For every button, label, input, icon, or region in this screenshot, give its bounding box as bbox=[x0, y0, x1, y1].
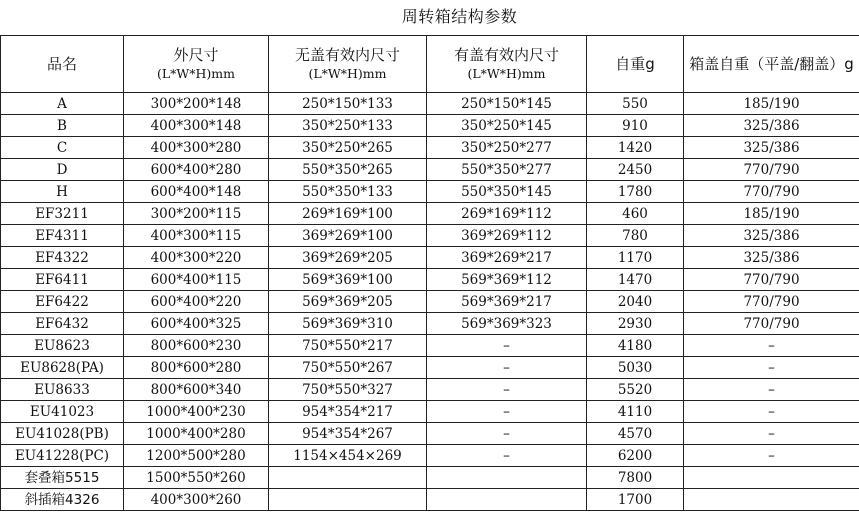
cell-outer-size: 400*300*260 bbox=[124, 489, 269, 511]
cell-weight: 1170 bbox=[587, 247, 684, 269]
cell-inner-size-no-lid: 1154×454×269 bbox=[269, 445, 427, 467]
cell-outer-size: 300*200*148 bbox=[124, 93, 269, 115]
cell-inner-size-with-lid: 350*250*145 bbox=[427, 115, 587, 137]
cell-product-name: EF4322 bbox=[1, 247, 124, 269]
cell-product-name: EF6432 bbox=[1, 313, 124, 335]
cell-weight: 550 bbox=[587, 93, 684, 115]
cell-inner-size-with-lid: 369*269*217 bbox=[427, 247, 587, 269]
table-row bbox=[1, 423, 859, 445]
cell-outer-size: 800*600*340 bbox=[124, 379, 269, 401]
cell-outer-size: 300*200*115 bbox=[124, 203, 269, 225]
cell-lid-weight: 770/790 bbox=[684, 291, 859, 313]
table-row bbox=[1, 445, 859, 467]
cell-outer-size: 1000*400*280 bbox=[124, 423, 269, 445]
cell-inner-size-with-lid: 569*369*112 bbox=[427, 269, 587, 291]
cell-weight: 910 bbox=[587, 115, 684, 137]
cell-outer-size: 800*600*280 bbox=[124, 357, 269, 379]
table-row bbox=[1, 203, 859, 225]
table-row bbox=[1, 181, 859, 203]
table-row bbox=[1, 467, 859, 489]
cell-outer-size: 1000*400*230 bbox=[124, 401, 269, 423]
cell-outer-size: 1500*550*260 bbox=[124, 467, 269, 489]
cell-weight: 6200 bbox=[587, 445, 684, 467]
table-row bbox=[1, 401, 859, 423]
cell-inner-size-no-lid: 569*369*205 bbox=[269, 291, 427, 313]
cell-inner-size-with-lid: – bbox=[427, 335, 587, 357]
cell-lid-weight: 325/386 bbox=[684, 225, 859, 247]
cell-inner-size-no-lid: 569*369*310 bbox=[269, 313, 427, 335]
cell-product-name: EU8623 bbox=[1, 335, 124, 357]
cell-inner-size-no-lid: 750*550*267 bbox=[269, 357, 427, 379]
table-row bbox=[1, 379, 859, 401]
header-unit: (L*W*H)mm bbox=[467, 66, 546, 81]
cell-lid-weight: 185/190 bbox=[684, 203, 859, 225]
header-label: 品名 bbox=[46, 55, 77, 73]
cell-inner-size-no-lid: 750*550*217 bbox=[269, 335, 427, 357]
header-inner-size-with-lid bbox=[427, 36, 587, 93]
cell-lid-weight: – bbox=[684, 423, 859, 445]
cell-outer-size: 600*400*325 bbox=[124, 313, 269, 335]
cell-product-name: EF4311 bbox=[1, 225, 124, 247]
cell-weight: 1470 bbox=[587, 269, 684, 291]
table-row bbox=[1, 335, 859, 357]
cell-inner-size-no-lid: 550*350*133 bbox=[269, 181, 427, 203]
cell-weight: 4570 bbox=[587, 423, 684, 445]
cell-product-name: EU41028(PB) bbox=[1, 423, 124, 445]
cell-outer-size: 600*400*115 bbox=[124, 269, 269, 291]
cell-weight: 2040 bbox=[587, 291, 684, 313]
cell-lid-weight: – bbox=[684, 401, 859, 423]
table-title: 周转箱结构参数 bbox=[401, 7, 518, 26]
cell-product-name: 套叠箱5515 bbox=[1, 467, 124, 489]
cell-inner-size-no-lid: 350*250*265 bbox=[269, 137, 427, 159]
cell-inner-size-with-lid: – bbox=[427, 379, 587, 401]
header-label: 外尺寸 bbox=[173, 46, 219, 64]
cell-weight: 1780 bbox=[587, 181, 684, 203]
header-weight bbox=[587, 36, 684, 93]
cell-weight: 1700 bbox=[587, 489, 684, 511]
cell-product-name: C bbox=[1, 137, 124, 159]
cell-inner-size-with-lid: 350*250*277 bbox=[427, 137, 587, 159]
table-row bbox=[1, 269, 859, 291]
cell-product-name: EF3211 bbox=[1, 203, 124, 225]
cell-inner-size-no-lid: 369*269*100 bbox=[269, 225, 427, 247]
header-product-name bbox=[1, 36, 124, 93]
cell-lid-weight: 185/190 bbox=[684, 93, 859, 115]
cell-weight: 4110 bbox=[587, 401, 684, 423]
cell-product-name: EU41023 bbox=[1, 401, 124, 423]
cell-weight: 4180 bbox=[587, 335, 684, 357]
cell-inner-size-no-lid: 954*354*217 bbox=[269, 401, 427, 423]
cell-weight: 5520 bbox=[587, 379, 684, 401]
cell-inner-size-with-lid: 569*369*323 bbox=[427, 313, 587, 335]
cell-lid-weight: 770/790 bbox=[684, 313, 859, 335]
cell-product-name: EF6411 bbox=[1, 269, 124, 291]
cell-product-name: B bbox=[1, 115, 124, 137]
cell-lid-weight bbox=[684, 467, 859, 489]
cell-inner-size-no-lid: 954*354*267 bbox=[269, 423, 427, 445]
table-row bbox=[1, 225, 859, 247]
cell-lid-weight: – bbox=[684, 445, 859, 467]
cell-inner-size-no-lid: 350*250*133 bbox=[269, 115, 427, 137]
table-row bbox=[1, 489, 859, 511]
header-lid-weight bbox=[684, 36, 859, 93]
cell-lid-weight bbox=[684, 489, 859, 511]
cell-outer-size: 600*400*148 bbox=[124, 181, 269, 203]
cell-product-name: 斜插箱4326 bbox=[1, 489, 124, 511]
cell-inner-size-with-lid: – bbox=[427, 401, 587, 423]
cell-inner-size-with-lid: 369*269*112 bbox=[427, 225, 587, 247]
cell-inner-size-no-lid: 250*150*133 bbox=[269, 93, 427, 115]
cell-inner-size-with-lid: 250*150*145 bbox=[427, 93, 587, 115]
table-body bbox=[1, 93, 859, 511]
cell-lid-weight: 770/790 bbox=[684, 181, 859, 203]
cell-outer-size: 400*300*115 bbox=[124, 225, 269, 247]
table-row bbox=[1, 313, 859, 335]
table-row bbox=[1, 357, 859, 379]
cell-product-name: EU8633 bbox=[1, 379, 124, 401]
cell-outer-size: 800*600*230 bbox=[124, 335, 269, 357]
table-row bbox=[1, 291, 859, 313]
cell-inner-size-with-lid bbox=[427, 467, 587, 489]
cell-inner-size-no-lid bbox=[269, 489, 427, 511]
cell-inner-size-with-lid: – bbox=[427, 423, 587, 445]
cell-lid-weight: 770/790 bbox=[684, 159, 859, 181]
cell-weight: 1420 bbox=[587, 137, 684, 159]
cell-lid-weight: 325/386 bbox=[684, 115, 859, 137]
table-row bbox=[1, 115, 859, 137]
cell-outer-size: 400*300*148 bbox=[124, 115, 269, 137]
cell-product-name: D bbox=[1, 159, 124, 181]
header-unit: (L*W*H)mm bbox=[308, 66, 387, 81]
cell-outer-size: 400*300*280 bbox=[124, 137, 269, 159]
cell-inner-size-with-lid: 569*369*217 bbox=[427, 291, 587, 313]
cell-product-name: A bbox=[1, 93, 124, 115]
cell-inner-size-with-lid bbox=[427, 489, 587, 511]
cell-lid-weight: 325/386 bbox=[684, 247, 859, 269]
header-unit: (L*W*H)mm bbox=[156, 66, 235, 81]
cell-weight: 460 bbox=[587, 203, 684, 225]
header-inner-size-no-lid bbox=[269, 36, 427, 93]
cell-product-name: EU8628(PA) bbox=[1, 357, 124, 379]
cell-lid-weight: – bbox=[684, 379, 859, 401]
cell-weight: 7800 bbox=[587, 467, 684, 489]
cell-inner-size-with-lid: – bbox=[427, 357, 587, 379]
table-row bbox=[1, 247, 859, 269]
header-label: 无盖有效内尺寸 bbox=[294, 46, 400, 64]
cell-lid-weight: – bbox=[684, 335, 859, 357]
cell-inner-size-no-lid: 569*369*100 bbox=[269, 269, 427, 291]
table-row bbox=[1, 93, 859, 115]
cell-inner-size-no-lid: 750*550*327 bbox=[269, 379, 427, 401]
header-label: 自重g bbox=[615, 55, 655, 73]
cell-lid-weight: 770/790 bbox=[684, 269, 859, 291]
header-label: 箱盖自重（平盖/翻盖）g bbox=[689, 55, 854, 73]
spec-table bbox=[0, 35, 859, 511]
cell-weight: 2450 bbox=[587, 159, 684, 181]
cell-outer-size: 400*300*220 bbox=[124, 247, 269, 269]
cell-outer-size: 1200*500*280 bbox=[124, 445, 269, 467]
cell-outer-size: 600*400*280 bbox=[124, 159, 269, 181]
cell-inner-size-no-lid bbox=[269, 467, 427, 489]
cell-weight: 780 bbox=[587, 225, 684, 247]
cell-inner-size-no-lid: 550*350*265 bbox=[269, 159, 427, 181]
header-label: 有盖有效内尺寸 bbox=[453, 46, 559, 64]
header-outer-size bbox=[124, 36, 269, 93]
cell-inner-size-no-lid: 369*269*205 bbox=[269, 247, 427, 269]
table-row bbox=[1, 159, 859, 181]
cell-inner-size-with-lid: – bbox=[427, 445, 587, 467]
table-row bbox=[1, 137, 859, 159]
cell-product-name: EF6422 bbox=[1, 291, 124, 313]
cell-inner-size-with-lid: 269*169*112 bbox=[427, 203, 587, 225]
cell-inner-size-with-lid: 550*350*145 bbox=[427, 181, 587, 203]
cell-outer-size: 600*400*220 bbox=[124, 291, 269, 313]
header-row bbox=[1, 36, 859, 93]
cell-product-name: EU41228(PC) bbox=[1, 445, 124, 467]
cell-lid-weight: 325/386 bbox=[684, 137, 859, 159]
cell-weight: 5030 bbox=[587, 357, 684, 379]
cell-inner-size-with-lid: 550*350*277 bbox=[427, 159, 587, 181]
cell-lid-weight: – bbox=[684, 357, 859, 379]
cell-weight: 2930 bbox=[587, 313, 684, 335]
cell-inner-size-no-lid: 269*169*100 bbox=[269, 203, 427, 225]
cell-product-name: H bbox=[1, 181, 124, 203]
